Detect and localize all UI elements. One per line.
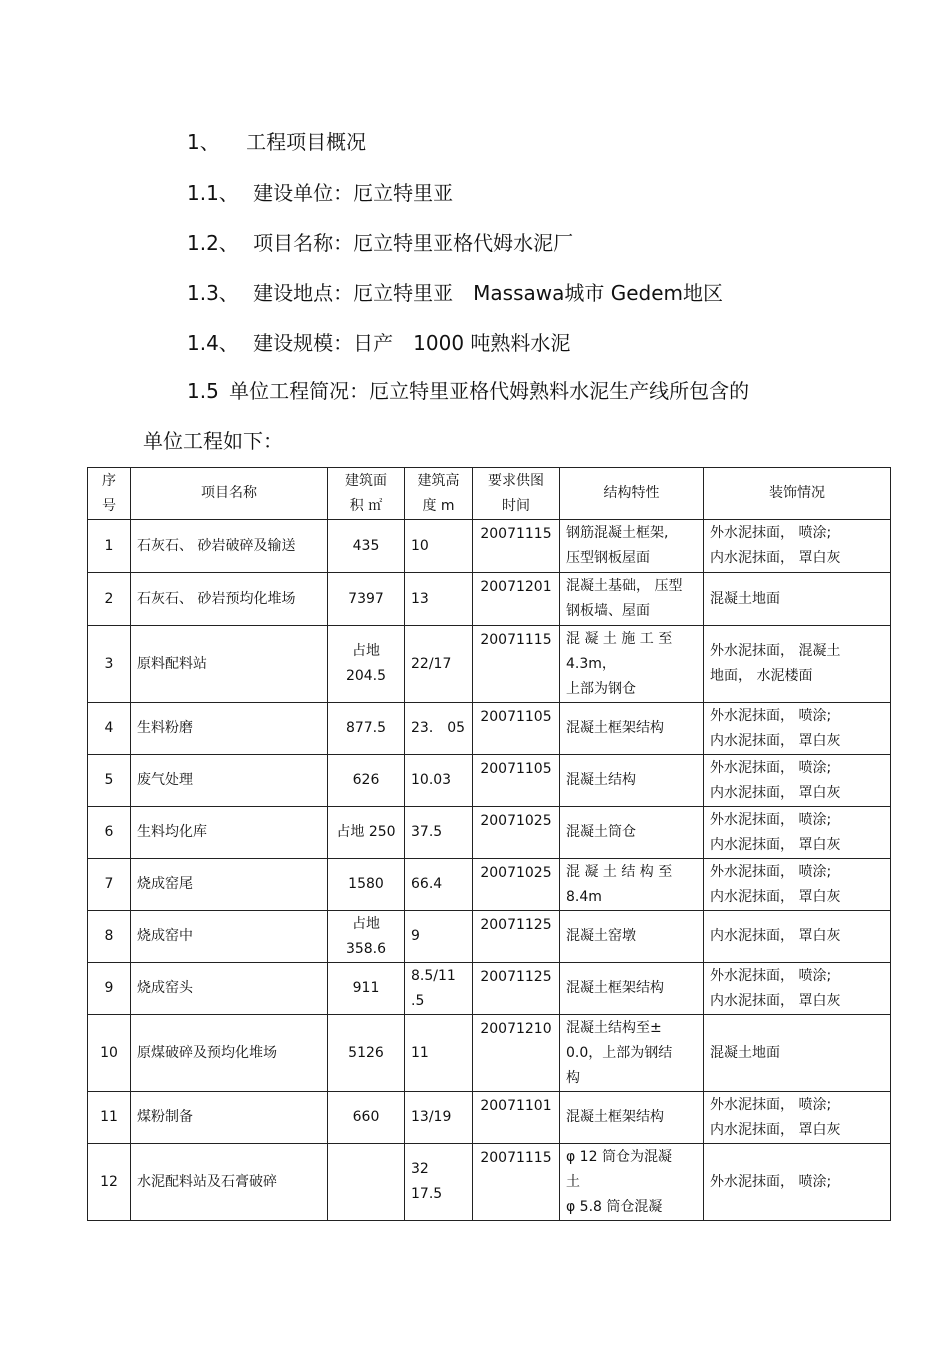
header-height: 建筑高 度 m <box>405 468 473 520</box>
cell-height: 22/17 <box>405 626 473 703</box>
cell-structure: 混凝土结构 <box>560 755 704 807</box>
cell-seq: 7 <box>88 859 131 911</box>
cell-height: 37.5 <box>405 807 473 859</box>
cell-area <box>328 1144 405 1221</box>
item-number: 1.4、 <box>187 331 239 355</box>
cell-height: 23． 05 <box>405 703 473 755</box>
table-row <box>88 1015 891 1092</box>
cell-name: 原煤破碎及预均化堆场 <box>131 1015 328 1092</box>
header-decoration: 装饰情况 <box>704 468 891 520</box>
item-value: 厄立特里亚格代姆水泥厂 <box>353 231 574 255</box>
item-value: 厄立特里亚 <box>353 181 454 205</box>
cell-height: 13/19 <box>405 1092 473 1144</box>
cell-structure: 混凝土筒仓 <box>560 807 704 859</box>
item-label: 建设地点： <box>253 281 354 305</box>
cell-area: 占地 204.5 <box>328 626 405 703</box>
cell-name: 水泥配料站及石膏破碎 <box>131 1144 328 1221</box>
header-name: 项目名称 <box>131 468 328 520</box>
cell-date: 20071201 <box>473 573 560 626</box>
cell-name: 废气处理 <box>131 755 328 807</box>
cell-decoration: 混凝土地面 <box>704 573 891 626</box>
section-1-5-number: 1.5 <box>187 379 219 403</box>
cell-area: 626 <box>328 755 405 807</box>
table-row <box>88 520 891 573</box>
header-structure: 结构特性 <box>560 468 704 520</box>
cell-name: 生料均化库 <box>131 807 328 859</box>
table-row <box>88 1092 891 1144</box>
cell-decoration: 内水泥抹面， 罩白灰 <box>704 911 891 963</box>
unit-project-table <box>87 467 891 1221</box>
cell-date: 20071115 <box>473 1144 560 1221</box>
cell-decoration: 外水泥抹面， 混凝土 地面， 水泥楼面 <box>704 626 891 703</box>
cell-name: 烧成窑尾 <box>131 859 328 911</box>
cell-area: 435 <box>328 520 405 573</box>
cell-seq: 9 <box>88 963 131 1015</box>
table-row <box>88 911 891 963</box>
item-location <box>187 281 723 305</box>
cell-structure: 混 凝 土 结 构 至 8.4m <box>560 859 704 911</box>
cell-seq: 2 <box>88 573 131 626</box>
cell-area: 占地 250 <box>328 807 405 859</box>
cell-height: 8.5/11 .5 <box>405 963 473 1015</box>
cell-height: 32 17.5 <box>405 1144 473 1221</box>
cell-decoration: 外水泥抹面， 喷涂; 内水泥抹面， 罩白灰 <box>704 703 891 755</box>
cell-name: 烧成窑中 <box>131 911 328 963</box>
header-area: 建筑面 积 ㎡ <box>328 468 405 520</box>
cell-decoration: 外水泥抹面， 喷涂; 内水泥抹面， 罩白灰 <box>704 807 891 859</box>
table-row <box>88 755 891 807</box>
cell-name: 石灰石、 砂岩预均化堆场 <box>131 573 328 626</box>
cell-height: 66.4 <box>405 859 473 911</box>
cell-date: 20071115 <box>473 626 560 703</box>
item-label: 建设单位： <box>253 181 354 205</box>
cell-area: 7397 <box>328 573 405 626</box>
cell-structure: 混凝土基础， 压型 钢板墙、屋面 <box>560 573 704 626</box>
cell-seq: 10 <box>88 1015 131 1092</box>
cell-date: 20071105 <box>473 703 560 755</box>
cell-date: 20071025 <box>473 807 560 859</box>
cell-date: 20071105 <box>473 755 560 807</box>
cell-decoration: 外水泥抹面， 喷涂; <box>704 1144 891 1221</box>
cell-area: 911 <box>328 963 405 1015</box>
item-value: 厄立特里亚 Massawa城市 Gedem地区 <box>353 281 724 305</box>
cell-name: 石灰石、 砂岩破碎及输送 <box>131 520 328 573</box>
cell-name: 烧成窑头 <box>131 963 328 1015</box>
cell-seq: 6 <box>88 807 131 859</box>
cell-structure: 混凝土窑墩 <box>560 911 704 963</box>
table-row <box>88 573 891 626</box>
cell-area: 660 <box>328 1092 405 1144</box>
table-row <box>88 703 891 755</box>
cell-seq: 1 <box>88 520 131 573</box>
cell-height: 11 <box>405 1015 473 1092</box>
cell-decoration: 外水泥抹面， 喷涂; 内水泥抹面， 罩白灰 <box>704 963 891 1015</box>
cell-seq: 8 <box>88 911 131 963</box>
table-header-row <box>88 468 891 520</box>
cell-area: 占地 358.6 <box>328 911 405 963</box>
cell-date: 20071101 <box>473 1092 560 1144</box>
header-date: 要求供图 时间 <box>473 468 560 520</box>
table-row <box>88 859 891 911</box>
cell-structure: 混凝土框架结构 <box>560 1092 704 1144</box>
table-row <box>88 1144 891 1221</box>
cell-seq: 12 <box>88 1144 131 1221</box>
cell-seq: 4 <box>88 703 131 755</box>
section-1-5-text: 单位工程简况：厄立特里亚格代姆熟料水泥生产线所包含的 <box>229 379 750 403</box>
heading-number: 1、 <box>187 130 220 154</box>
cell-name: 生料粉磨 <box>131 703 328 755</box>
table-row <box>88 626 891 703</box>
section-1-5-continuation: 单位工程如下： <box>143 429 283 453</box>
item-label: 项目名称： <box>253 231 354 255</box>
table-row <box>88 963 891 1015</box>
cell-structure: 混凝土框架结构 <box>560 963 704 1015</box>
cell-decoration: 外水泥抹面， 喷涂; 内水泥抹面， 罩白灰 <box>704 520 891 573</box>
cell-area: 5126 <box>328 1015 405 1092</box>
item-label: 建设规模： <box>253 331 354 355</box>
cell-decoration: 外水泥抹面， 喷涂; 内水泥抹面， 罩白灰 <box>704 859 891 911</box>
table-row <box>88 807 891 859</box>
item-project-name <box>187 231 573 255</box>
section-1-5 <box>187 379 749 403</box>
item-number: 1.1、 <box>187 181 239 205</box>
cell-date: 20071025 <box>473 859 560 911</box>
cell-date: 20071115 <box>473 520 560 573</box>
cell-seq: 3 <box>88 626 131 703</box>
cell-date: 20071125 <box>473 963 560 1015</box>
item-number: 1.2、 <box>187 231 239 255</box>
cell-date: 20071125 <box>473 911 560 963</box>
cell-area: 1580 <box>328 859 405 911</box>
cell-date: 20071210 <box>473 1015 560 1092</box>
cell-structure: 钢筋混凝土框架, 压型钢板屋面 <box>560 520 704 573</box>
cell-structure: 混凝土框架结构 <box>560 703 704 755</box>
cell-height: 9 <box>405 911 473 963</box>
cell-decoration: 外水泥抹面， 喷涂; 内水泥抹面， 罩白灰 <box>704 755 891 807</box>
heading-text: 工程项目概况 <box>246 130 367 154</box>
cell-height: 10.03 <box>405 755 473 807</box>
item-construction-unit <box>187 181 453 205</box>
item-scale <box>187 331 570 355</box>
cell-structure: φ 12 筒仓为混凝 土 φ 5.8 筒仓混凝 <box>560 1144 704 1221</box>
cell-structure: 混 凝 土 施 工 至 4.3m， 上部为钢仓 <box>560 626 704 703</box>
cell-name: 煤粉制备 <box>131 1092 328 1144</box>
item-value: 日产 1000 吨熟料水泥 <box>353 331 571 355</box>
cell-decoration: 外水泥抹面， 喷涂; 内水泥抹面， 罩白灰 <box>704 1092 891 1144</box>
cell-seq: 11 <box>88 1092 131 1144</box>
cell-area: 877.5 <box>328 703 405 755</box>
cell-name: 原料配料站 <box>131 626 328 703</box>
section-heading <box>187 130 366 154</box>
cell-structure: 混凝土结构至± 0.0，上部为钢结 构 <box>560 1015 704 1092</box>
cell-height: 13 <box>405 573 473 626</box>
header-seq: 序 号 <box>88 468 131 520</box>
cell-decoration: 混凝土地面 <box>704 1015 891 1092</box>
cell-height: 10 <box>405 520 473 573</box>
cell-seq: 5 <box>88 755 131 807</box>
item-number: 1.3、 <box>187 281 239 305</box>
